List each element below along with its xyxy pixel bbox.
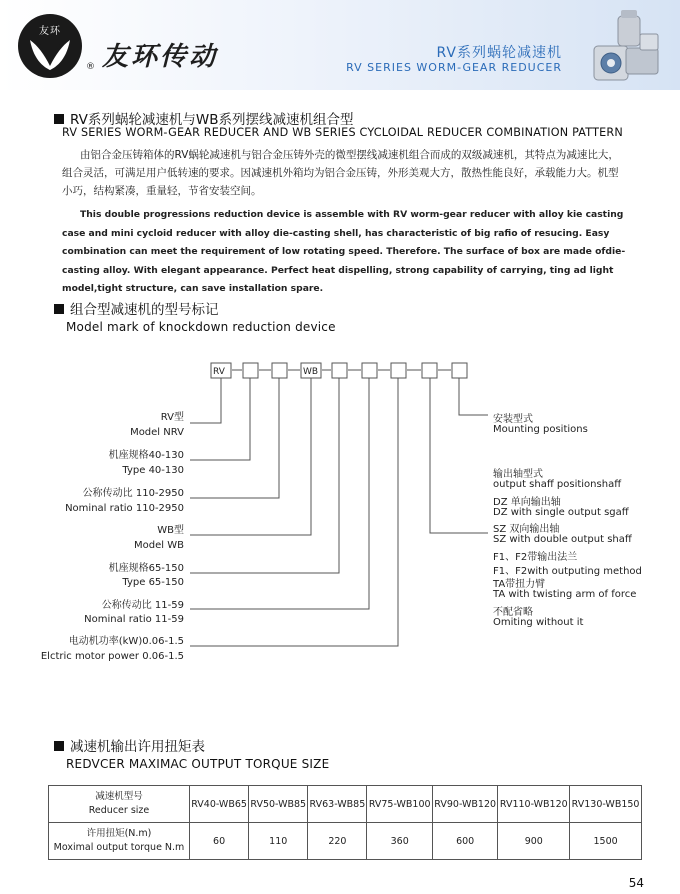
label-motor-power-cn: 电动机功率(kW)0.06-1.5 [68, 636, 184, 647]
torque-table [48, 785, 642, 860]
table-cell-size: RV63-WB85 [308, 786, 367, 823]
model-box-3 [332, 363, 347, 378]
section-heading-torque-cn: 减速机输出许用扭矩表 [54, 735, 205, 755]
label-rv-type-cn: RV型 [160, 412, 184, 423]
table-cell-size: RV110-WB120 [498, 786, 570, 823]
label-ta-cn: TA带扭力臂 [493, 579, 546, 590]
section-heading-model-mark-cn: 组合型减速机的型号标记 [54, 298, 219, 318]
page-number: 54 [628, 876, 644, 890]
label-rv-ratio-cn: 公称传动比 110-2950 [82, 488, 184, 499]
model-box-1 [243, 363, 258, 378]
table-cell-size: RV40-WB65 [190, 786, 249, 823]
header-title-en: RV SERIES WORM-GEAR REDUCER [346, 61, 562, 74]
description-paragraph-cn: 由铝合金压铸箱体的RV蜗轮减速机与铝合金压铸外壳的微型摆线减速机组合而成的双级减速机，其特点为减速比大，组合灵活，可满足用户低转速的要求。因减速机外箱均为铝合金压铸，外形美观大方，散热性能良好，承载能力大。机型小巧，结构紧凑，重量轻，节省安装空间。 [62, 149, 619, 197]
label-sz-en: SZ with double output shaff [493, 534, 632, 545]
model-box-7 [452, 363, 467, 378]
label-omit-en: Omiting without it [493, 617, 584, 628]
label-rv-frame-en: Type 40-130 [122, 465, 184, 476]
model-box-2 [272, 363, 287, 378]
table-cell-torque: 220 [308, 823, 367, 860]
label-f1f2-cn: F1、F2带输出法兰 [493, 552, 578, 563]
label-f1f2-en: F1、F2with outputing method [493, 566, 642, 577]
logo-leaf-icon [26, 36, 74, 72]
table-cell-torque: 360 [367, 823, 432, 860]
table-cell-size: RV50-WB85 [249, 786, 308, 823]
label-rv-frame-cn: 机座规格40-130 [108, 450, 184, 461]
label-wb-frame-cn: 机座规格65-150 [108, 563, 184, 574]
label-omit-cn: 不配省略 [493, 607, 533, 618]
square-bullet-icon [54, 741, 64, 751]
table-row-sizes [49, 786, 642, 823]
table-cell-torque: 110 [249, 823, 308, 860]
table-cell-torque: 600 [432, 823, 497, 860]
section-heading-model-mark-en: Model mark of knockdown reduction device [66, 320, 336, 334]
table-row-torque [49, 823, 642, 860]
label-mounting-en: Mounting positions [493, 424, 588, 435]
model-box-5 [391, 363, 406, 378]
table-cell-size: RV130-WB150 [570, 786, 642, 823]
label-wb-type-en: Model WB [134, 540, 184, 551]
label-ta-en: TA with twisting arm of force [493, 589, 637, 600]
table-cell-size: RV90-WB120 [432, 786, 497, 823]
model-mark-diagram [0, 355, 680, 675]
label-rv-ratio-en: Nominal ratio 110-2950 [65, 503, 184, 514]
model-box-6 [422, 363, 437, 378]
label-wb-frame-en: Type 65-150 [122, 577, 184, 588]
description-paragraph-en: This double progressions reduction device is assemble with RV worm-gear reducer with alloy kie casting case and mini cycloid reducer with alloy die-casting shell, has characteristic of big rafio of resucing. Easy combination can meet the requirement of low rotating speed. Therefore. The surface of box are made ofdie-casting alloy. With elegant appearance. Perfect heat dispelling, strong capability of carrying, ting ad light model,tight structure, can save installation spare. [62, 209, 626, 294]
table-cell-torque: 900 [498, 823, 570, 860]
label-dz-cn: DZ 单向输出轴 [493, 497, 561, 508]
section-heading-combination-en: RV SERIES WORM-GEAR REDUCER AND WB SERIES CYCLOIDAL REDUCER COMBINATION PATTERN [62, 126, 623, 139]
square-bullet-icon [54, 114, 64, 124]
section-heading-torque-en: REDVCER MAXIMAC OUTPUT TORQUE SIZE [66, 757, 330, 771]
model-box-wb-label: WB [303, 367, 319, 377]
page-header [0, 0, 680, 90]
model-box-4 [362, 363, 377, 378]
registered-mark: ® [86, 62, 95, 72]
square-bullet-icon [54, 304, 64, 314]
table-cell-torque: 1500 [570, 823, 642, 860]
brand-name: 友环传动 [102, 42, 219, 72]
label-sz-cn: SZ 双向输出轴 [493, 524, 560, 535]
table-cell-size: RV75-WB100 [367, 786, 432, 823]
label-wb-ratio-cn: 公称传动比 11-59 [101, 600, 184, 611]
label-mounting-cn: 安装型式 [493, 414, 533, 425]
table-cell-torque: 60 [190, 823, 249, 860]
label-wb-type-cn: WB型 [157, 525, 184, 536]
section-heading-combination-cn: RV系列蜗轮减速机与WB系列摆线减速机组合型 [54, 108, 354, 128]
reducer-product-image [588, 8, 668, 88]
label-dz-en: DZ with single output sgaff [493, 507, 629, 518]
label-wb-ratio-en: Nominal ratio 11-59 [84, 614, 184, 625]
label-rv-type-en: Model NRV [130, 427, 184, 438]
label-output-type-cn: 输出轴型式 [493, 469, 543, 480]
table-header-torque: 许用扭矩(N.m) Moximal output torque N.m [49, 823, 190, 860]
brand-logo [18, 14, 82, 78]
label-output-type-en: output shaff positionshaff [493, 479, 622, 490]
header-title-cn: RV系列蜗轮减速机 [436, 45, 562, 61]
table-header-reducer-size: 减速机型号 Reducer size [49, 786, 190, 823]
logo-text: 友环 [39, 26, 61, 37]
model-box-rv-label: RV [213, 367, 225, 377]
label-motor-power-en: Elctric motor power 0.06-1.5 [40, 651, 184, 662]
